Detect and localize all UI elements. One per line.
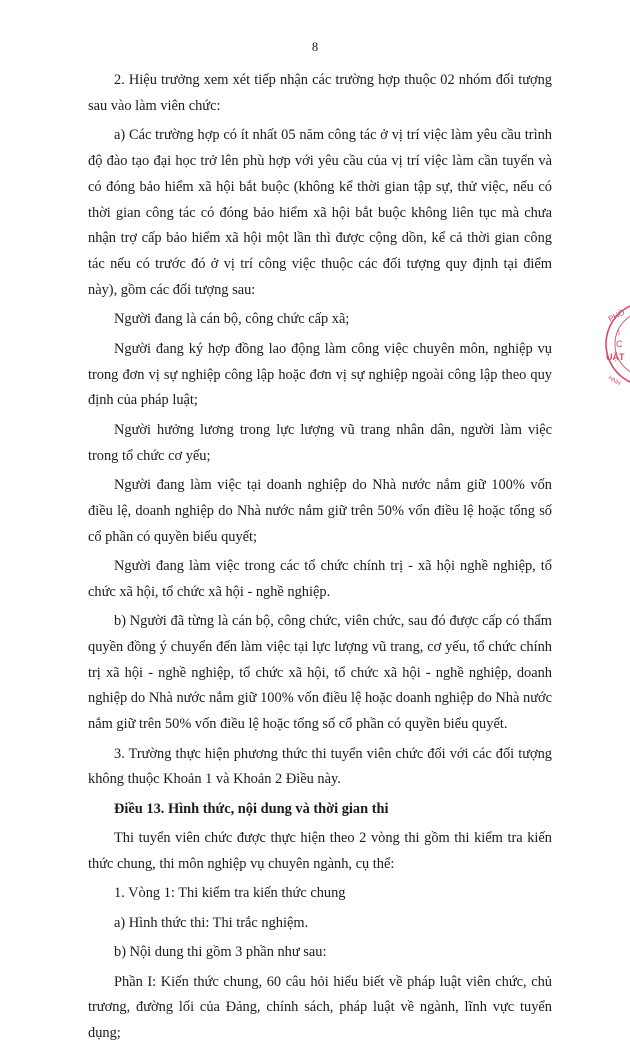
paragraph-round-1: 1. Vòng 1: Thi kiểm tra kiến thức chung	[114, 885, 346, 902]
paragraph-exam-content: b) Nội dung thi gồm 3 phần như sau:	[114, 944, 327, 961]
paragraph-state-enterprise: Người đang làm việc tại doanh nghiệp do Nhà nước nắm giữ 100% vốn điều lệ, doanh nghiệp do Nhà nước nắm giữ trên 50% vốn điều lệ hoặc tổng số cổ phần có quyền biểu quyết;	[88, 476, 552, 545]
page-number: 8	[311, 40, 319, 54]
red-stamp-fragment	[602, 300, 630, 392]
paragraph-commune-officials: Người đang là cán bộ, công chức cấp xã;	[114, 311, 350, 328]
paragraph-exam-rounds: Thi tuyển viên chức được thực hiện theo 2 vòng thi gồm thi kiểm tra kiến thức chung, thi môn nghiệp vụ chuyên ngành, cụ thể:	[88, 830, 552, 873]
paragraph-point-a: a) Các trường hợp có ít nhất 05 năm công tác ở vị trí việc làm yêu cầu trình độ đào tạo đại học trở lên phù hợp với yêu cầu của vị trí việc làm cần tuyển và có đóng bảo hiểm xã hội bắt buộc (không kể thời gian tập sự, thử việc, nếu có thời gian công tác có đóng bảo hiểm xã hội bắt buộc không liên tục mà chưa nhận trợ cấp bảo hiểm xã hội một lần thì được cộng dồn, kể cả thời gian công tác nếu có trước đó ở vị trí công việc thuộc các đối tượng quy định tại điểm này), gồm các đối tượng sau:	[88, 127, 552, 298]
paragraph-clause-3: 3. Trường thực hiện phương thức thi tuyển viên chức đối với các đối tượng không thuộc Khoản 1 và Khoản 2 Điều này.	[88, 745, 552, 788]
svg-text:PHÒ: PHÒ	[606, 307, 627, 324]
stamp-graphic	[602, 300, 630, 392]
svg-text:UẬT: UẬT	[606, 352, 625, 362]
paragraph-clause-2: 2. Hiệu trưởng xem xét tiếp nhận các trường hợp thuộc 02 nhóm đối tượng sau vào làm viên chức:	[88, 72, 552, 114]
paragraph-labor-contract: Người đang ký hợp đồng lao động làm công việc chuyên môn, nghiệp vụ trong đơn vị sự nghiệp công lập hoặc đơn vị sự nghiệp ngoài công lập theo quy định của pháp luật;	[88, 340, 552, 409]
svg-text:HNH: HNH	[607, 375, 622, 388]
paragraph-point-b: b) Người đã từng là cán bộ, công chức, viên chức, sau đó được cấp có thẩm quyền đồng ý chuyển đến làm việc tại lực lượng vũ trang, cơ yếu, tổ chức chính trị xã hội - nghề nghiệp, tổ chức xã hội, tổ chức xã hội - nghề nghiệp, doanh nghiệp do Nhà nước nắm giữ 100% vốn điều lệ hoặc doanh nghiệp do Nhà nước nắm giữ trên 50% vốn điều lệ hoặc tổng số cổ phần có quyền biểu quyết.	[88, 613, 552, 733]
article-13-heading: Điều 13. Hình thức, nội dung và thời gian thi	[114, 800, 389, 817]
svg-text:I: I	[618, 330, 620, 337]
paragraph-part-1: Phần I: Kiến thức chung, 60 câu hỏi hiểu biết về pháp luật viên chức, chủ trương, đường lối của Đảng, chính sách, pháp luật về ngành, lĩnh vực tuyển dụng;	[88, 973, 552, 1042]
paragraph-exam-form: a) Hình thức thi: Thi trắc nghiệm.	[114, 914, 309, 931]
paragraph-armed-forces: Người hưởng lương trong lực lượng vũ trang nhân dân, người làm việc trong tổ chức cơ yếu;	[88, 421, 552, 464]
paragraph-socio-political-orgs: Người đang làm việc trong các tổ chức chính trị - xã hội nghề nghiệp, tổ chức xã hội, tổ chức xã hội - nghề nghiệp.	[88, 557, 552, 600]
document-body	[88, 68, 552, 1051]
svg-text:C: C	[616, 339, 623, 349]
